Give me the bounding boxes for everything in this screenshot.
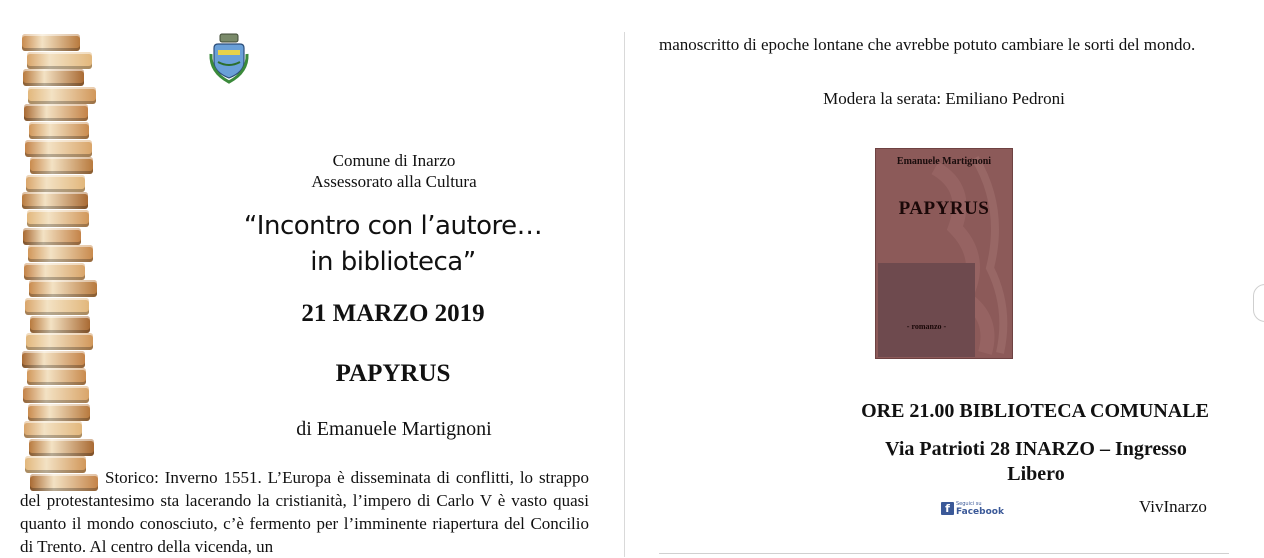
bottom-rule: [659, 553, 1229, 554]
event-title-line1: “Incontro con l’autore…: [243, 211, 543, 241]
book-spine: [26, 333, 93, 350]
scroll-handle[interactable]: [1253, 284, 1264, 322]
book-cover-image: [875, 148, 1013, 359]
book-spine: [29, 280, 97, 297]
book-spine: [24, 421, 82, 438]
address-line1: Via Patrioti 28 INARZO – Ingresso: [885, 438, 1187, 460]
book-title: PAPYRUS: [335, 360, 451, 387]
facebook-label: [956, 500, 1004, 516]
book-spine: [22, 351, 85, 368]
event-title-line2: in biblioteca”: [310, 247, 476, 277]
facebook-follow-text: Seguici su: [956, 501, 982, 507]
event-title: [200, 208, 586, 280]
book-spine: [28, 404, 90, 421]
book-spine: [22, 192, 88, 209]
book-spine: [24, 263, 85, 280]
book-spine: [28, 245, 93, 262]
cover-panel: [878, 263, 975, 357]
author-line: di Emanuele Martignoni: [296, 418, 492, 440]
book-spine: [23, 386, 89, 403]
book-spine: [25, 298, 89, 315]
book-spine: [24, 104, 88, 121]
book-spine: [27, 52, 92, 69]
cover-author: Emanuele Martignoni: [896, 156, 992, 167]
moderator-text: Modera la serata: Emiliano Pedroni: [823, 89, 1065, 108]
cover-subtitle: - romanzo -: [906, 322, 947, 331]
event-date: 21 MARZO 2019: [301, 300, 485, 327]
venue-address: [850, 437, 1222, 487]
book-spine: [26, 175, 85, 192]
department-name: Assessorato alla Cultura: [311, 172, 477, 191]
organization-header: [240, 150, 548, 192]
facebook-badge[interactable]: [941, 500, 1004, 516]
synopsis-paragraph: Storico: Inverno 1551. L’Europa è disseminata di conflitti, lo strappo del protestantesimo sta lacerando la cristianità, l’impero di Carlo V è vasto quasi quanto il mondo conosciuto, c’è fermento per l’imminente riapertura del Concilio di Trento. Al centro della vicenda, un: [20, 468, 589, 556]
book-spine: [30, 316, 90, 333]
book-spine: [27, 210, 89, 227]
facebook-name: Facebook: [956, 507, 1004, 517]
organization-name: Comune di Inarzo: [332, 151, 456, 170]
address-line2: Libero: [1007, 463, 1065, 485]
book-spine: [25, 140, 92, 157]
book-spine: [23, 228, 81, 245]
book-spine: [22, 34, 80, 51]
book-spine: [23, 69, 84, 86]
book-spine: [30, 157, 93, 174]
book-spine: [29, 122, 89, 139]
facebook-icon: f: [941, 502, 954, 515]
cover-title: PAPYRUS: [898, 198, 990, 219]
coat-of-arms-icon: [208, 32, 250, 84]
book-spine: [28, 87, 96, 104]
book-stack-image: [22, 34, 92, 502]
synopsis-continuation: manoscritto di epoche lontane che avrebbe potuto cambiare le sorti del mondo.: [659, 35, 1196, 54]
book-spine: [29, 439, 94, 456]
book-spine: [27, 368, 86, 385]
venue-time: ORE 21.00 BIBLIOTECA COMUNALE: [861, 400, 1209, 422]
brand-name: VivInarzo: [1139, 497, 1207, 516]
